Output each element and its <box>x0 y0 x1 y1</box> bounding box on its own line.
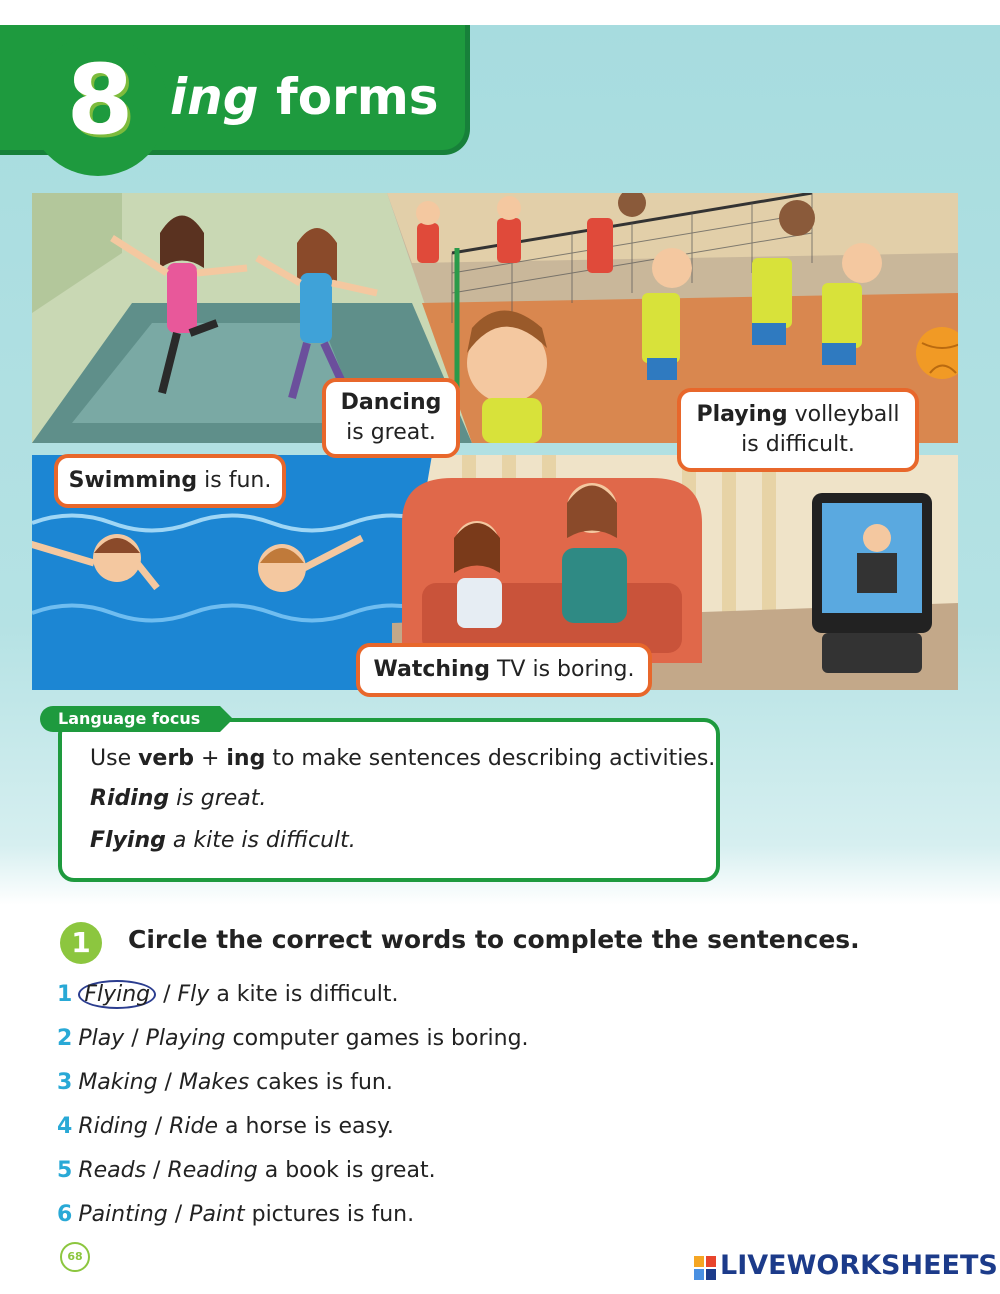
unit-title <box>170 62 439 132</box>
volleyball-rest1: volleyball <box>787 402 900 427</box>
exercise-number-badge: 1 <box>60 922 102 964</box>
lf1-verb: verb <box>138 746 194 771</box>
lf2-bold: Riding <box>90 786 170 811</box>
exercise-item-2 <box>57 1026 529 1051</box>
page-number: 68 <box>60 1242 90 1272</box>
item-option-a[interactable]: Reads <box>78 1158 147 1183</box>
language-focus-line2 <box>90 786 266 811</box>
exercise-item-3 <box>57 1070 393 1095</box>
volleyball-rest2: is difficult. <box>741 432 855 457</box>
lf3-rest: a kite is difficult. <box>165 828 356 853</box>
item-option-a[interactable]: Painting <box>78 1202 168 1227</box>
item-separator: / <box>124 1026 146 1051</box>
lf2-rest: is great. <box>169 786 267 811</box>
unit-title-rest: forms <box>258 68 439 126</box>
item-rest: a book is great. <box>257 1158 436 1183</box>
swimming-rest: is fun. <box>197 468 272 493</box>
item-separator: / <box>146 1158 168 1183</box>
liveworksheets-icon <box>694 1256 716 1280</box>
item-option-b[interactable]: Makes <box>178 1070 250 1095</box>
volleyball-bubble <box>677 388 919 472</box>
lf1-plus: + <box>193 746 227 771</box>
item-rest: computer games is boring. <box>225 1026 529 1051</box>
item-number: 4 <box>57 1114 73 1139</box>
item-rest: a kite is difficult. <box>209 982 399 1007</box>
item-number: 2 <box>57 1026 73 1051</box>
lf1-pre: Use <box>90 746 139 771</box>
exercise-item-1 <box>57 982 399 1007</box>
language-focus-line3 <box>90 828 356 853</box>
item-option-a[interactable]: Play <box>78 1026 125 1051</box>
item-option-b[interactable]: Reading <box>167 1158 258 1183</box>
item-number: 5 <box>57 1158 73 1183</box>
unit-number: 8 <box>66 44 134 156</box>
item-rest: a horse is easy. <box>218 1114 394 1139</box>
unit-title-italic: ing <box>170 68 259 126</box>
item-number: 1 <box>57 982 73 1007</box>
watching-rest: TV is boring. <box>489 657 635 682</box>
item-option-a[interactable]: Making <box>78 1070 158 1095</box>
exercise-instruction: Circle the correct words to complete the sentences. <box>128 925 860 954</box>
watching-bubble <box>356 643 652 697</box>
item-option-a[interactable]: Flying <box>78 980 156 1009</box>
exercise-item-6 <box>57 1202 414 1227</box>
language-focus-tab: Language focus <box>40 706 220 732</box>
item-option-b[interactable]: Playing <box>145 1026 226 1051</box>
item-option-a[interactable]: Riding <box>78 1114 148 1139</box>
watching-bold: Watching <box>373 657 490 682</box>
brand-text: LIVEWORKSHEETS <box>720 1250 998 1281</box>
item-number: 6 <box>57 1202 73 1227</box>
item-option-b[interactable]: Fly <box>177 982 210 1007</box>
item-rest: pictures is fun. <box>244 1202 415 1227</box>
item-number: 3 <box>57 1070 73 1095</box>
item-option-b[interactable]: Paint <box>189 1202 245 1227</box>
item-separator: / <box>147 1114 170 1139</box>
dancing-rest: is great. <box>346 420 436 445</box>
lf3-bold: Flying <box>90 828 166 853</box>
swimming-bubble <box>54 454 286 508</box>
swimming-bold: Swimming <box>68 468 198 493</box>
lf1-post: to make sentences describing activities. <box>265 746 716 771</box>
lf1-ing: ing <box>226 746 266 771</box>
item-separator: / <box>156 982 178 1007</box>
exercise-item-4 <box>57 1114 394 1139</box>
item-separator: / <box>157 1070 179 1095</box>
item-option-b[interactable]: Ride <box>169 1114 219 1139</box>
language-focus-line1 <box>90 746 715 771</box>
dancing-bold: Dancing <box>340 390 442 415</box>
exercise-item-5 <box>57 1158 436 1183</box>
dancing-bubble <box>322 378 460 458</box>
item-separator: / <box>167 1202 190 1227</box>
volleyball-bold: Playing <box>696 402 788 427</box>
item-rest: cakes is fun. <box>249 1070 393 1095</box>
